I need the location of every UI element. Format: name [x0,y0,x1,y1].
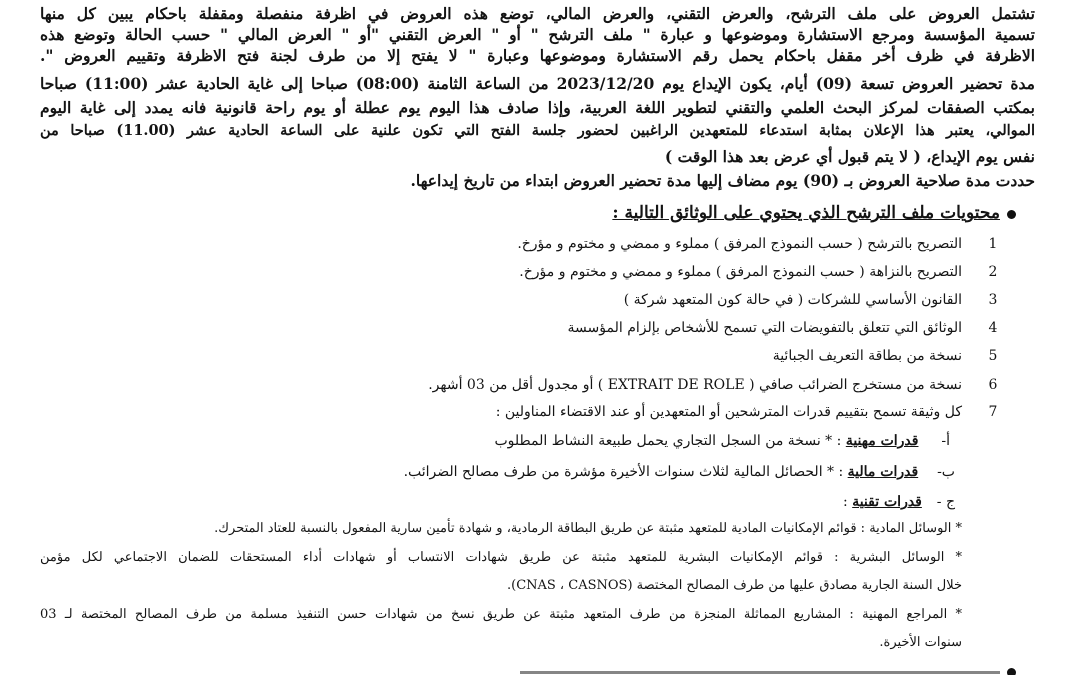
sub-item [843,494,955,510]
section-heading [612,203,1000,223]
list-item: الوثائق التي تتعلق بالتفويضات التي تسمح للأشخاص بإلزام المؤسسة [567,320,962,336]
item-number: 3 [988,292,998,308]
sub-item-letter: ج - [936,494,955,510]
bullet-icon [1007,210,1016,219]
item-number: 7 [988,404,998,420]
list-item: نسخة من بطاقة التعريف الجبائية [772,348,962,364]
intro-line: بمكتب الصفقات لمركز البحث العلمي والتقني لتطوير اللغة العربية، وإذا صادف هذا اليوم يوم عطلة أو يوم راحة قانونية فانه يمدد إلى غاية اليوم [40,98,1035,117]
intro-line: الاظرفة في ظرف أخر مقفل باحكام يحمل رقم الاستشارة وموضوعها وعبارة " لا يفتح إلا من طرف لجنة فتح الاظرفة وتقييم العروض ". [40,46,1035,65]
sub-item-text: : * الحصائل المالية لثلاث سنوات الأخيرة مؤشرة من طرف مصالح الضرائب. [403,464,844,480]
tech-detail-line: * الوسائل البشرية : قوائم الإمكانيات البشرية للمتعهد مثبتة عن طريق شهادات الانتساب أو شهادات أداء المستحقات للضمان الاجتماعي لكل مؤمن [40,550,962,565]
list-item: نسخة من مستخرج الضرائب صافي ( EXTRAIT DE ROLE ) أو مجدول أقل من 03 أشهر. [428,377,962,393]
tech-detail-line: * الوسائل المادية : قوائم الإمكانيات المادية للمتعهد مثبتة عن طريق البطاقة الرمادية، و شهادة تأمين سارية المفعول بالنسبة للعتاد المتحرك. [214,521,962,536]
intro-line: الموالي، يعتبر هذا الإعلان بمثابة استدعاء للمتعهدين الراغبين لحضور جلسة الفتح التي تكون علنية على الساعة الحادية عشر (11.00) صباحا من [40,122,1035,139]
sub-item-label: قدرات مالية [847,464,919,480]
intro-line: تشتمل العروض على ملف الترشح، والعرض التقني، والعرض المالي، توضع هذه العروض في اظرفة منفصلة ومقفلة باحكام يبين كل منها [40,4,1035,23]
list-item: كل وثيقة تسمح بتقييم قدرات المترشحين أو المتعهدين أو عند الاقتضاء المناولين : [495,404,962,420]
sub-item-label: قدرات تقنية [852,494,922,510]
tech-detail-line: خلال السنة الجارية مصادق عليها من طرف المصالح المختصة (CNAS ، CASNOS). [506,578,962,593]
cut-bottom-heading [520,666,1000,675]
intro-line: نفس يوم الإيداع، ( لا يتم قبول أي عرض بعد هذا الوقت ) [664,147,1035,166]
item-number: 6 [988,377,998,393]
sub-item [404,464,955,480]
tech-detail-line: * المراجع المهنية : المشاريع المماثلة المنجزة من طرف المتعهد مثبتة عن طريق نسخ من شهادات حسن التنفيذ مسلمة من طرف المصالح المختصة لـ 03 [40,607,962,622]
sub-item [494,433,950,449]
bullet-icon [1007,668,1016,675]
intro-line: تسمية المؤسسة ومرجع الاستشارة وموضوعها و عبارة " ملف الترشح " أو " العرض التقني "أو " العرض المالي " حسب الحالة وتوضع هذه [40,25,1035,44]
list-item: التصريح بالنزاهة ( حسب النموذج المرفق ) مملوء و ممضي و مختوم و مؤرخ. [519,264,962,280]
item-number: 2 [988,264,998,280]
sub-item-label: قدرات مهنية [845,433,919,449]
sub-item-letter: ب- [937,464,955,480]
item-number: 5 [988,348,998,364]
sub-item-text: : [843,494,848,510]
tech-detail-line: سنوات الأخيرة. [879,635,962,650]
intro-line: مدة تحضير العروض تسعة (09) أيام، يكون الإيداع يوم 2023/12/20 من الساعة الثامنة (08:00) صباحا إلى غاية الحادية عشر (11:00) صباحا [40,74,1035,93]
sub-item-text: : * نسخة من السجل التجاري يحمل طبيعة النشاط المطلوب [494,433,842,449]
list-item: التصريح بالترشح ( حسب النموذج المرفق ) مملوء و ممضي و مختوم و مؤرخ. [517,236,962,252]
intro-line: حددت مدة صلاحية العروض بـ (90) يوم مضاف إليها مدة تحضير العروض ابتداء من تاريخ إيداعها. [410,171,1035,190]
item-number: 1 [988,236,998,252]
list-item: القانون الأساسي للشركات ( في حالة كون المتعهد شركة ) [623,292,962,308]
section-title: محتويات ملف الترشح الذي يحتوي على الوثائق التالية : [612,203,1000,223]
item-number: 4 [988,320,998,336]
sub-item-letter: أ- [941,433,950,449]
